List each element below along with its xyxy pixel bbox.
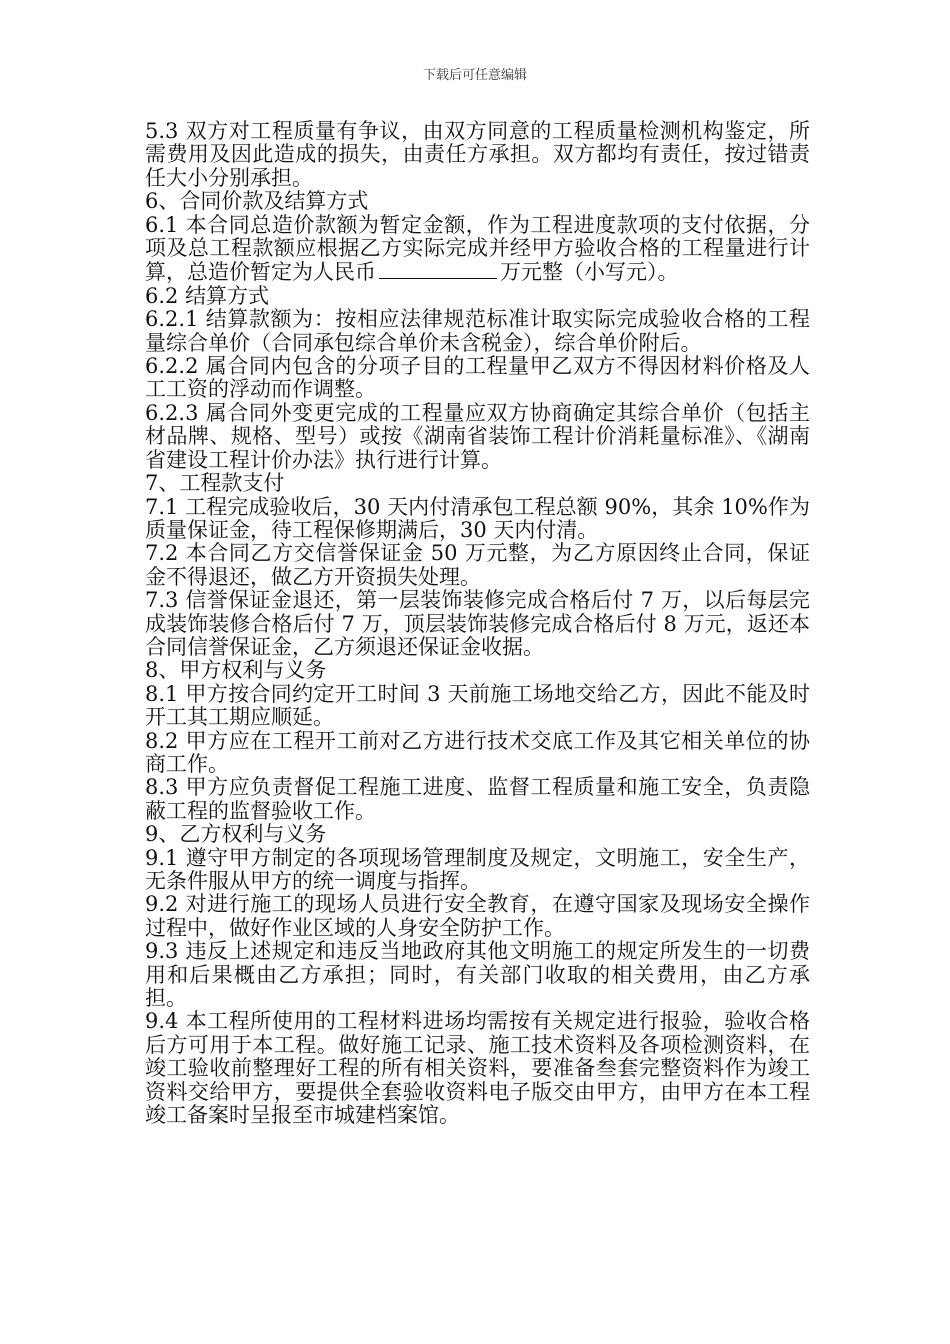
clause-9-3: 9.3 违反上述规定和违反当地政府其他文明施工的规定所发生的一切费用和后果概由乙方承担；同时，有关部门收取的相关费用，由乙方承担。 — [145, 939, 810, 1011]
amount-blank-line — [379, 260, 497, 279]
clause-9-2: 9.2 对进行施工的现场人员进行安全教育，在遵守国家及现场安全操作过程中，做好作业区域的人身安全防护工作。 — [145, 892, 810, 940]
clause-5-3: 5.3 双方对工程质量有争议，由双方同意的工程质量检测机构鉴定，所需费用及因此造成的损失，由责任方承担。双方都均有责任，按过错责任大小分别承担。 — [145, 119, 810, 190]
clause-8-1: 8.1 甲方按合同约定开工时间 3 天前施工场地交给乙方，因此不能及时开工其工期应顺延。 — [145, 681, 810, 730]
clause-9-4: 9.4 本工程所使用的工程材料进场均需按有关规定进行报验，验收合格后方可用于本工程。做好施工记录、施工技术资料及各项检测资料，在竣工验收前整理好工程的所有相关资料，要准备叁套完整资料作为竣工资料交给甲方，要提供全套验收资料电子版交由甲方，由甲方在本工程竣工备案时呈报至市城建档案馆。 — [145, 1009, 810, 1128]
clause-7-2: 7.2 本合同乙方交信誉保证金 50 万元整，为乙方原因终止合同，保证金不得退还，做乙方开资损失处理。 — [145, 541, 810, 589]
clause-6-2-2: 6.2.2 属合同内包含的分项子目的工程量甲乙双方不得因材料价格及人工工资的浮动而作调整。 — [145, 354, 810, 402]
section-9-heading: 9、乙方权利与义务 — [145, 822, 327, 847]
clause-6-1-suffix: 万元整（小写元）。 — [500, 260, 679, 285]
clause-7-3: 7.3 信誉保证金退还，第一层装饰装修完成合格后付 7 万，以后每层完成装饰装修合格后付 7 万，顶层装饰装修完成合格后付 8 万元，返还本合同信誉保证金，乙方须退还保证金收据。 — [145, 588, 810, 659]
clause-6-2: 6.2 结算方式 — [145, 283, 270, 308]
clause-8-3: 8.3 甲方应负责督促工程施工进度、监督工程质量和施工安全，负责隐蔽工程的监督验收工作。 — [145, 775, 810, 823]
section-6-heading: 6、合同价款及结算方式 — [145, 189, 369, 214]
clause-6-2-1: 6.2.1 结算款额为：按相应法律规范标准计取实际完成验收合格的工程量综合单价（合同承包综合单价未含税金），综合单价附后。 — [145, 307, 810, 355]
document-body — [145, 120, 810, 1127]
clause-8-2: 8.2 甲方应在工程开工前对乙方进行技术交底工作及其它相关单位的协商工作。 — [145, 728, 810, 776]
clause-7-1: 7.1 工程完成验收后，30 天内付清承包工程总额 90%，其余 10%作为质量保证金，待工程保修期满后，30 天内付清。 — [145, 494, 810, 542]
section-8-heading: 8、甲方权利与义务 — [145, 658, 327, 683]
clause-6-2-3: 6.2.3 属合同外变更完成的工程量应双方协商确定其综合单价（包括主材品牌、规格、型号）或按《湖南省装饰工程计价消耗量标准》、《湖南省建设工程计价办法》执行进行计算。 — [145, 400, 810, 472]
section-7-heading: 7、工程款支付 — [145, 471, 285, 496]
page-header: 下载后可任意编辑 — [422, 68, 527, 83]
clause-6-1 — [145, 214, 810, 285]
clause-9-1: 9.1 遵守甲方制定的各项现场管理制度及规定，文明施工，安全生产，无条件服从甲方的统一调度与指挥。 — [145, 845, 810, 893]
clause-6-1-text: 6.1 本合同总造价款额为暂定金额，作为工程进度款项的支付依据，分项及总工程款额应根据乙方实际完成并经甲方验收合格的工程量进行计算，总造价暂定为人民币 — [145, 212, 810, 285]
